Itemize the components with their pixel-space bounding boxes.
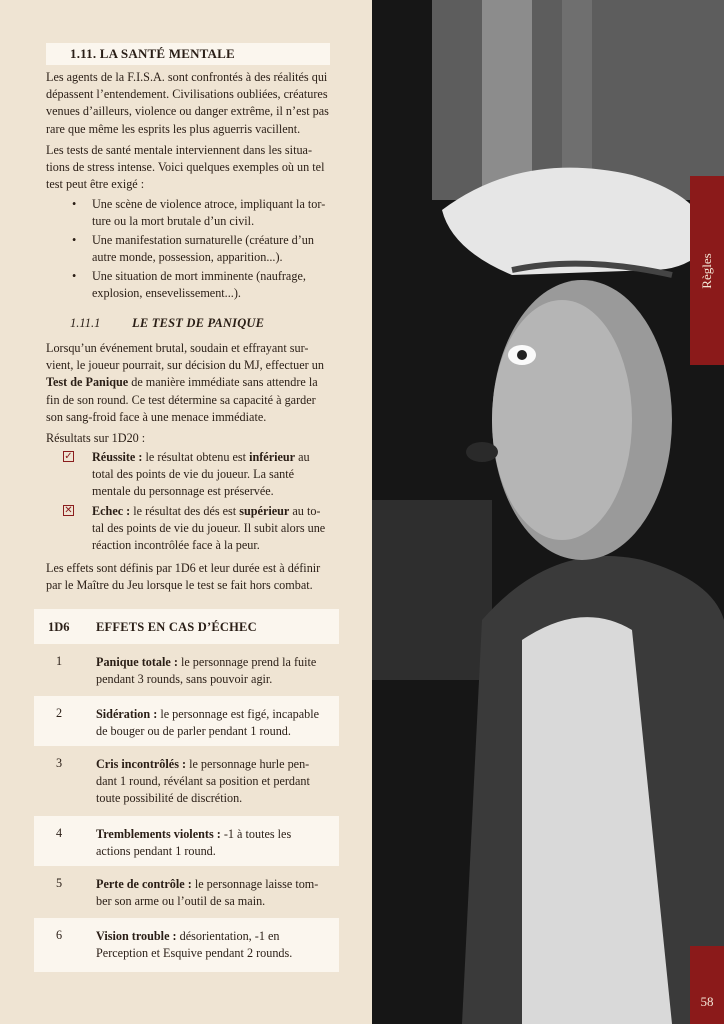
list-item: • Une situation de mort imminente (naufrage, explosion, ensevelissement...). xyxy=(72,269,306,301)
cross-icon: ✕ xyxy=(64,505,73,516)
header-roll: 1D6 xyxy=(48,620,70,634)
effects-note: Les effets sont définis par 1D6 et leur durée est à définir par le Maître du Jeu lorsque le test se fait hors combat. xyxy=(46,561,321,593)
bullet-icon: • xyxy=(72,233,77,247)
page-number: 58 xyxy=(700,994,714,1009)
section-title: 1.11. LA SANTÉ MENTALE xyxy=(46,43,330,65)
intro-paragraph-1: Les agents de la F.I.S.A. sont confrontés à des réalités qui dépassent l’entendement. Civilisations oubliées, créatures venues d’ailleurs, violence ou danger extrême, il n’est pas rare que même les esprits les plus aguerris vacillent. xyxy=(46,70,329,136)
table-row: 3 Cris incontrôlés : le personnage hurle pen- dant 1 round, révélant sa position et perdant toute possibilité de discrétion. xyxy=(34,746,339,816)
subsection-number: 1.11.1 xyxy=(70,316,101,330)
chapter-tab xyxy=(690,176,724,365)
chapter-tab-label: Règles xyxy=(699,252,714,289)
header-effect: EFFETS EN CAS D’ÉCHEC xyxy=(96,620,257,634)
bullet-icon: • xyxy=(72,269,77,283)
table-row: 5 Perte de contrôle : le personnage laisse tom- ber son arme ou l’outil de sa main. xyxy=(34,866,339,918)
intro-paragraph-2: Les tests de santé mentale interviennent dans les situa- tions de stress intense. Voici quelques exemples où un tel test peut être exigé : xyxy=(46,143,325,192)
table-header xyxy=(34,609,339,644)
photo-illustration xyxy=(372,0,724,1024)
table-row: 1 Panique totale : le personnage prend la fuite pendant 3 rounds, sans pouvoir agir. xyxy=(34,644,339,696)
result-success: ✓ Réussite : le résultat obtenu est inférieur au total des points de vie du joueur. La santé mentale du personnage est préservée. xyxy=(64,450,310,499)
table-row: 2 Sidération : le personnage est figé, incapable de bouger ou de parler pendant 1 round. xyxy=(56,706,320,739)
noir-photo-frightened-man-in-hat xyxy=(372,0,724,1024)
bullet-icon: • xyxy=(72,197,77,211)
list-item: • Une manifestation surnaturelle (créature d’un autre monde, possession, apparition...). xyxy=(72,233,314,265)
effects-table xyxy=(34,609,339,972)
page-number-tab xyxy=(690,946,724,1024)
table-row: 6 Vision trouble : désorientation, -1 en Perception et Esquive pendant 2 rounds. xyxy=(56,928,293,961)
list-item: • Une scène de violence atroce, impliquant la tor- ture ou la mort brutale d’un civil. xyxy=(72,197,326,229)
panic-paragraph: Lorsqu’un événement brutal, soudain et effrayant sur- vient, le joueur pourrait, sur décision du MJ, effectuer un Test de Panique de manière immédiate sans attendre la fin de son round. Ce test détermine sa capacité à garder son sang-froid face à une menace immédiate. xyxy=(46,341,324,424)
result-failure: ✕ Echec : le résultat des dés est supérieur au to- tal des points de vie du joueur. Il subit alors une réaction incontrôlée face à la peur. xyxy=(64,504,326,553)
subsection-title: LE TEST DE PANIQUE xyxy=(132,316,265,330)
table-row: 4 Tremblements violents : -1 à toutes les actions pendant 1 round. xyxy=(56,826,292,859)
check-icon: ✓ xyxy=(64,451,73,462)
subsection-heading xyxy=(70,316,265,331)
results-label: Résultats sur 1D20 : xyxy=(46,431,146,445)
